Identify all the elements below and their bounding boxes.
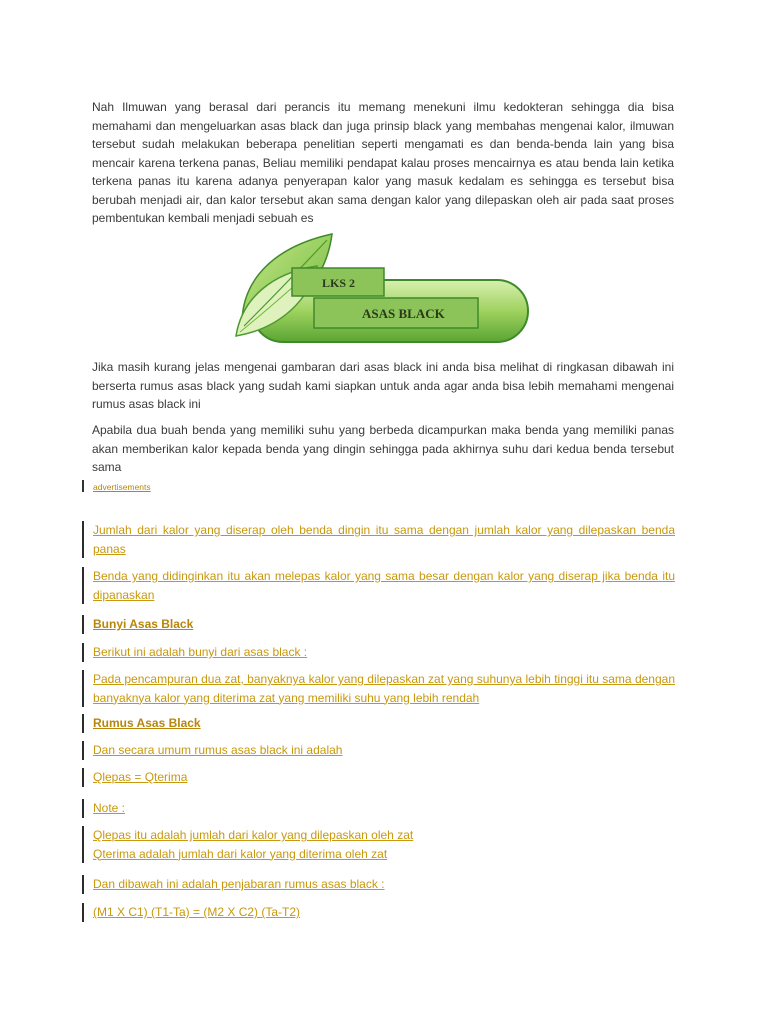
principle-paragraph: Apabila dua buah benda yang memiliki suhu yang berbeda dicampurkan maka benda yang memiliki panas akan memberikan kalor kepada benda yang dingin sehingga pada akhirnya suhu dari kedua benda tersebut sama (92, 423, 674, 474)
link-block-6 (82, 768, 675, 787)
link-qlepas-def[interactable]: Qlepas itu adalah jumlah dari kalor yang dilepaskan oleh zat (93, 828, 414, 842)
link-block-4 (82, 670, 675, 707)
link-note[interactable]: Note : (93, 801, 126, 815)
link-kalor-diserap[interactable]: Jumlah dari kalor yang diserap oleh benda dingin itu sama dengan jumlah kalor yang dilepaskan benda panas (93, 523, 675, 556)
heading-bunyi-asas-black[interactable]: Bunyi Asas Black (93, 617, 194, 631)
link-block-8 (82, 826, 675, 863)
link-block-5 (82, 741, 675, 760)
banner-title-text: ASAS BLACK (362, 306, 445, 321)
link-block-9 (82, 875, 675, 894)
heading-rumus-asas-black[interactable]: Rumus Asas Black (93, 716, 201, 730)
advertisements-link[interactable]: advertisements (93, 482, 151, 492)
link-bunyi-intro[interactable]: Berikut ini adalah bunyi dari asas black : (93, 645, 308, 659)
link-block-2 (82, 567, 675, 604)
banner-tag-text: LKS 2 (322, 276, 356, 290)
link-pencampuran[interactable]: Pada pencampuran dua zat, banyaknya kalor yang dilepaskan zat yang suhunya lebih tinggi itu sama dengan banyaknya kalor yang diterima zat yang memiliki suhu yang lebih rendah (93, 672, 675, 705)
link-benda-didinginkan[interactable]: Benda yang didinginkan itu akan melepas kalor yang sama besar dengan kalor yang diserap jika benda itu dipanaskan (93, 569, 675, 602)
link-qlepas-qterima[interactable]: Qlepas = Qterima (93, 770, 188, 784)
link-penjabaran[interactable]: Dan dibawah ini adalah penjabaran rumus asas black : (93, 877, 385, 891)
summary-paragraph: Jika masih kurang jelas mengenai gambaran dari asas black ini anda bisa melihat di ringkasan dibawah ini berserta rumus asas black yang sudah kami siapkan untuk anda agar anda bisa lebih memahami mengenai rumus asas black ini (92, 360, 674, 411)
link-rumus-umum[interactable]: Dan secara umum rumus asas black ini adalah (93, 743, 343, 757)
heading-block-rumus (82, 714, 675, 733)
link-block-1 (82, 521, 675, 558)
link-formula[interactable]: (M1 X C1) (T1-Ta) = (M2 X C2) (Ta-T2) (93, 905, 301, 919)
link-block-10 (82, 903, 675, 922)
intro-paragraph: Nah Ilmuwan yang berasal dari perancis itu memang menekuni ilmu kedokteran sehingga dia bisa memahami dan mengeluarkan asas black dan juga prinsip black yang membahas mengenai kalor, ilmuwan tersebut sudah melakukan beberapa penelitian seperti mengamati es dan benda-benda lain yang bisa mencair karena terkena panas, Beliau memiliki pendapat kalau proses mencairnya es atau benda lain ketika terkena panas itu karena adanya penyerapan kalor yang masuk kedalam es sehingga es tersebut bisa berubah menjadi air, dan kalor tersebut akan sama dengan kalor yang dilepaskan oleh air pada saat proses pembentukan kembali menjadi sebuah es (92, 100, 674, 225)
asas-black-banner (232, 228, 532, 346)
link-block-3 (82, 643, 675, 662)
link-block-7 (82, 799, 675, 818)
link-qterima-def[interactable]: Qterima adalah jumlah dari kalor yang diterima oleh zat (93, 846, 388, 861)
heading-block-bunyi (82, 615, 675, 634)
ad-marker (82, 480, 84, 492)
